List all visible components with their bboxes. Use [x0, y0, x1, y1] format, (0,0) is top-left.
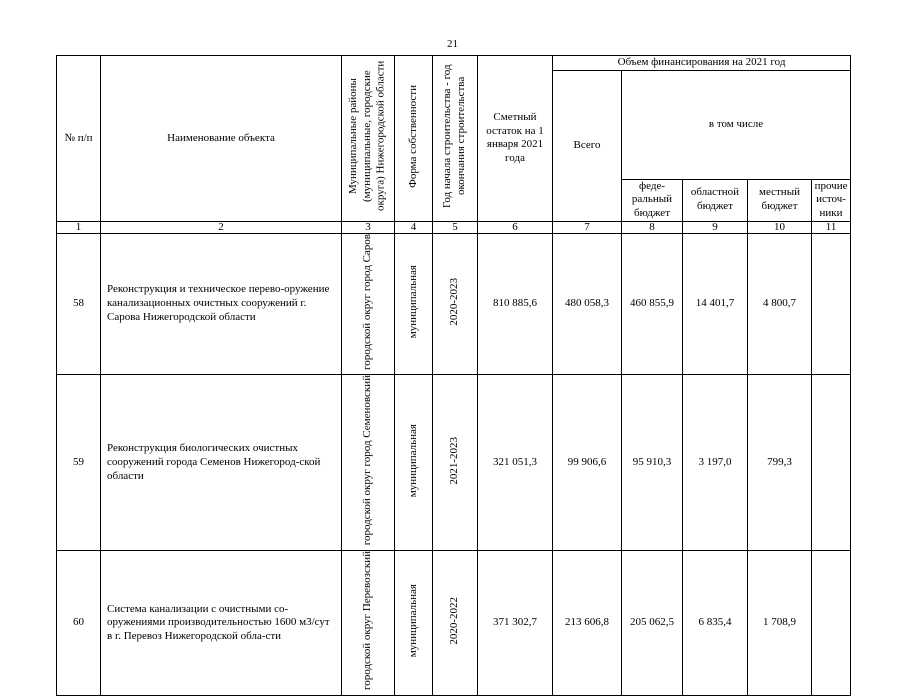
header-name: Наименование объекта — [101, 56, 342, 222]
header-federal: феде-ральный бюджет — [622, 179, 683, 221]
row-other — [812, 233, 851, 375]
row-ownership: муниципальная — [395, 375, 433, 551]
row-regional: 3 197,0 — [683, 375, 748, 551]
row-estimate: 321 051,3 — [478, 375, 553, 551]
column-number: 9 — [683, 221, 748, 233]
row-name: Система канализации с очистными со-оружениями производительностью 1600 м3/сут в г. Перевоз Нижегородской обла-сти — [101, 551, 342, 696]
header-funding-group: Объем финансирования на 2021 год — [553, 56, 851, 71]
header-local: местный бюджет — [748, 179, 812, 221]
header-estimate: Сметный остаток на 1 января 2021 года — [478, 56, 553, 222]
header-row-1 — [57, 56, 851, 71]
header-total: Всего — [553, 70, 622, 221]
row-estimate: 810 885,6 — [478, 233, 553, 375]
column-number: 8 — [622, 221, 683, 233]
table-row — [57, 233, 851, 375]
header-years: Год начала строительства - год окончания строительства — [433, 56, 478, 222]
header-including: в том числе — [622, 70, 851, 179]
row-other — [812, 375, 851, 551]
row-name: Реконструкция и техническое перево-оружение канализационных очистных сооружений г. Сарова Нижегородской области — [101, 233, 342, 375]
header-num: № п/п — [57, 56, 101, 222]
investment-table — [56, 55, 851, 696]
table-row — [57, 551, 851, 696]
column-number: 2 — [101, 221, 342, 233]
row-local: 4 800,7 — [748, 233, 812, 375]
column-number: 4 — [395, 221, 433, 233]
page-number: 21 — [447, 38, 458, 50]
column-number: 3 — [342, 221, 395, 233]
row-municipality: городской округ Перевозский — [342, 551, 395, 696]
row-local: 799,3 — [748, 375, 812, 551]
column-number: 1 — [57, 221, 101, 233]
row-regional: 6 835,4 — [683, 551, 748, 696]
row-estimate: 371 302,7 — [478, 551, 553, 696]
row-years: 2021-2023 — [433, 375, 478, 551]
row-ownership: муниципальная — [395, 233, 433, 375]
row-ownership: муниципальная — [395, 551, 433, 696]
column-number: 6 — [478, 221, 553, 233]
row-federal: 205 062,5 — [622, 551, 683, 696]
table-row — [57, 375, 851, 551]
row-federal: 95 910,3 — [622, 375, 683, 551]
column-number: 10 — [748, 221, 812, 233]
row-local: 1 708,9 — [748, 551, 812, 696]
row-total: 99 906,6 — [553, 375, 622, 551]
header-ownership: Форма собственности — [395, 56, 433, 222]
column-number-row — [57, 221, 851, 233]
column-number: 5 — [433, 221, 478, 233]
row-years: 2020-2023 — [433, 233, 478, 375]
row-years: 2020-2022 — [433, 551, 478, 696]
row-total: 480 058,3 — [553, 233, 622, 375]
row-other — [812, 551, 851, 696]
row-municipality: городской округ город Семеновский — [342, 375, 395, 551]
column-number: 7 — [553, 221, 622, 233]
row-federal: 460 855,9 — [622, 233, 683, 375]
row-name: Реконструкция биологических очистных сооружений города Семенов Нижегород-ской области — [101, 375, 342, 551]
row-num: 59 — [57, 375, 101, 551]
row-total: 213 606,8 — [553, 551, 622, 696]
header-other: прочие источ-ники — [812, 179, 851, 221]
row-municipality: городской округ город Саров — [342, 233, 395, 375]
row-num: 60 — [57, 551, 101, 696]
row-num: 58 — [57, 233, 101, 375]
header-regional: областной бюджет — [683, 179, 748, 221]
row-regional: 14 401,7 — [683, 233, 748, 375]
column-number: 11 — [812, 221, 851, 233]
header-municipality: Муниципальные районы (муниципальные, городские округа) Нижегородской области — [342, 56, 395, 222]
